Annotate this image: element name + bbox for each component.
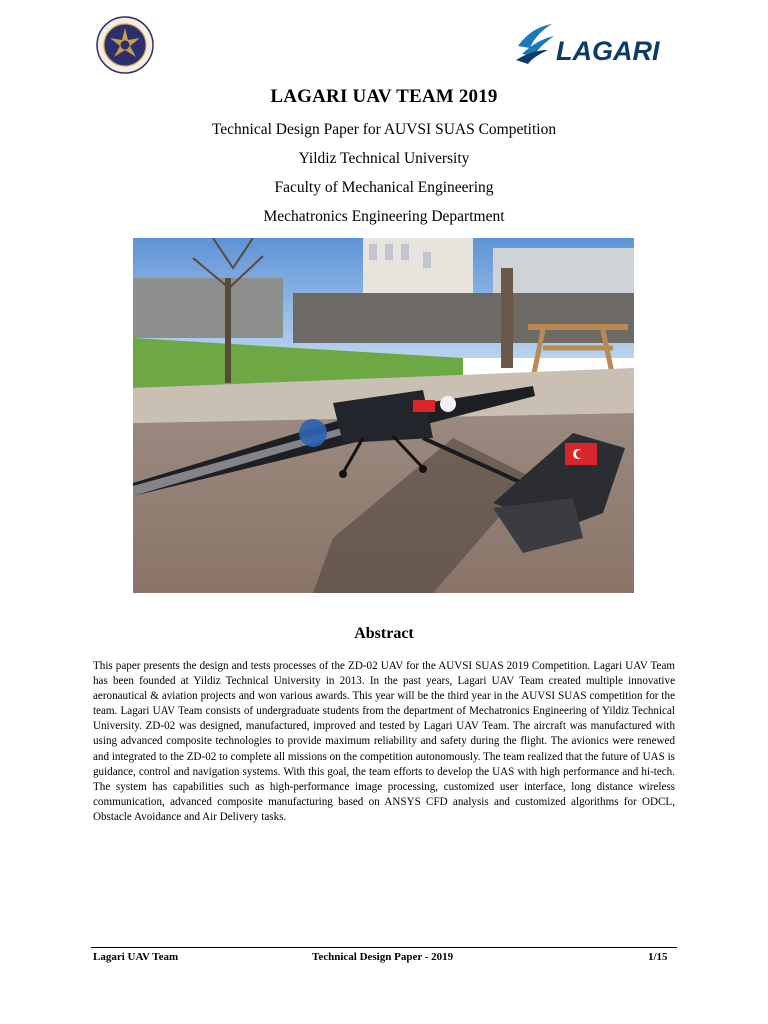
lagari-logo — [514, 20, 660, 68]
subtitle-university: Yildiz Technical University — [298, 150, 470, 167]
footer-page-number: 1/15 — [648, 951, 668, 963]
abstract-body: This paper presents the design and tests processes of the ZD-02 UAV for the AUVSI SUAS 2019 Competition. Lagari UAV Team has been founded at Yildiz Technical University in 2013. In the past years, Lagari UAV Team created multiple innovative aeronautical & aviation projects and won various awards. This year will be the third year in the AUVSI SUAS competition for the team. Lagari UAV Team consists of undergraduate students from the department of Mechatronics Engineering of Yildiz Technical University. ZD-02 was designed, manufactured, improved and tested by Lagari UAV Team. The aircraft was manufactured with using advanced composite technologies to provide maximum reliability and safety during the flight. The avionics were renewed and integrated to the ZD-02 to complete all missions on the competition autonomously. The team realized that the future of UAS is guidance, control and navigation systems. With this goal, the team efforts to develop the UAS with high performance and hi-tech. The system has capabilities such as high-performance image processing, customized user interface, long distance wireless communication, advanced composite manufacturing based on ANSYS CFD analysis and customized algorithms for ODCL, Obstacle Avoidance and Air Delivery tasks. — [93, 660, 675, 823]
page-title: LAGARI UAV TEAM 2019 — [270, 86, 498, 107]
abstract-heading: Abstract — [354, 625, 414, 642]
footer-team-name: Lagari UAV Team — [93, 951, 179, 963]
footer-document-title: Technical Design Paper - 2019 — [312, 951, 454, 963]
lagari-wing-logo-icon — [516, 24, 554, 64]
subtitle-department: Mechatronics Engineering Department — [263, 208, 505, 225]
footer-divider — [91, 947, 677, 948]
logo-wordmark: LAGARI — [556, 36, 660, 66]
university-seal-icon — [96, 16, 154, 74]
subtitle-faculty: Faculty of Mechanical Engineering — [274, 179, 494, 196]
uav-photo — [133, 238, 634, 593]
subtitle-competition: Technical Design Paper for AUVSI SUAS Competition — [211, 121, 557, 138]
